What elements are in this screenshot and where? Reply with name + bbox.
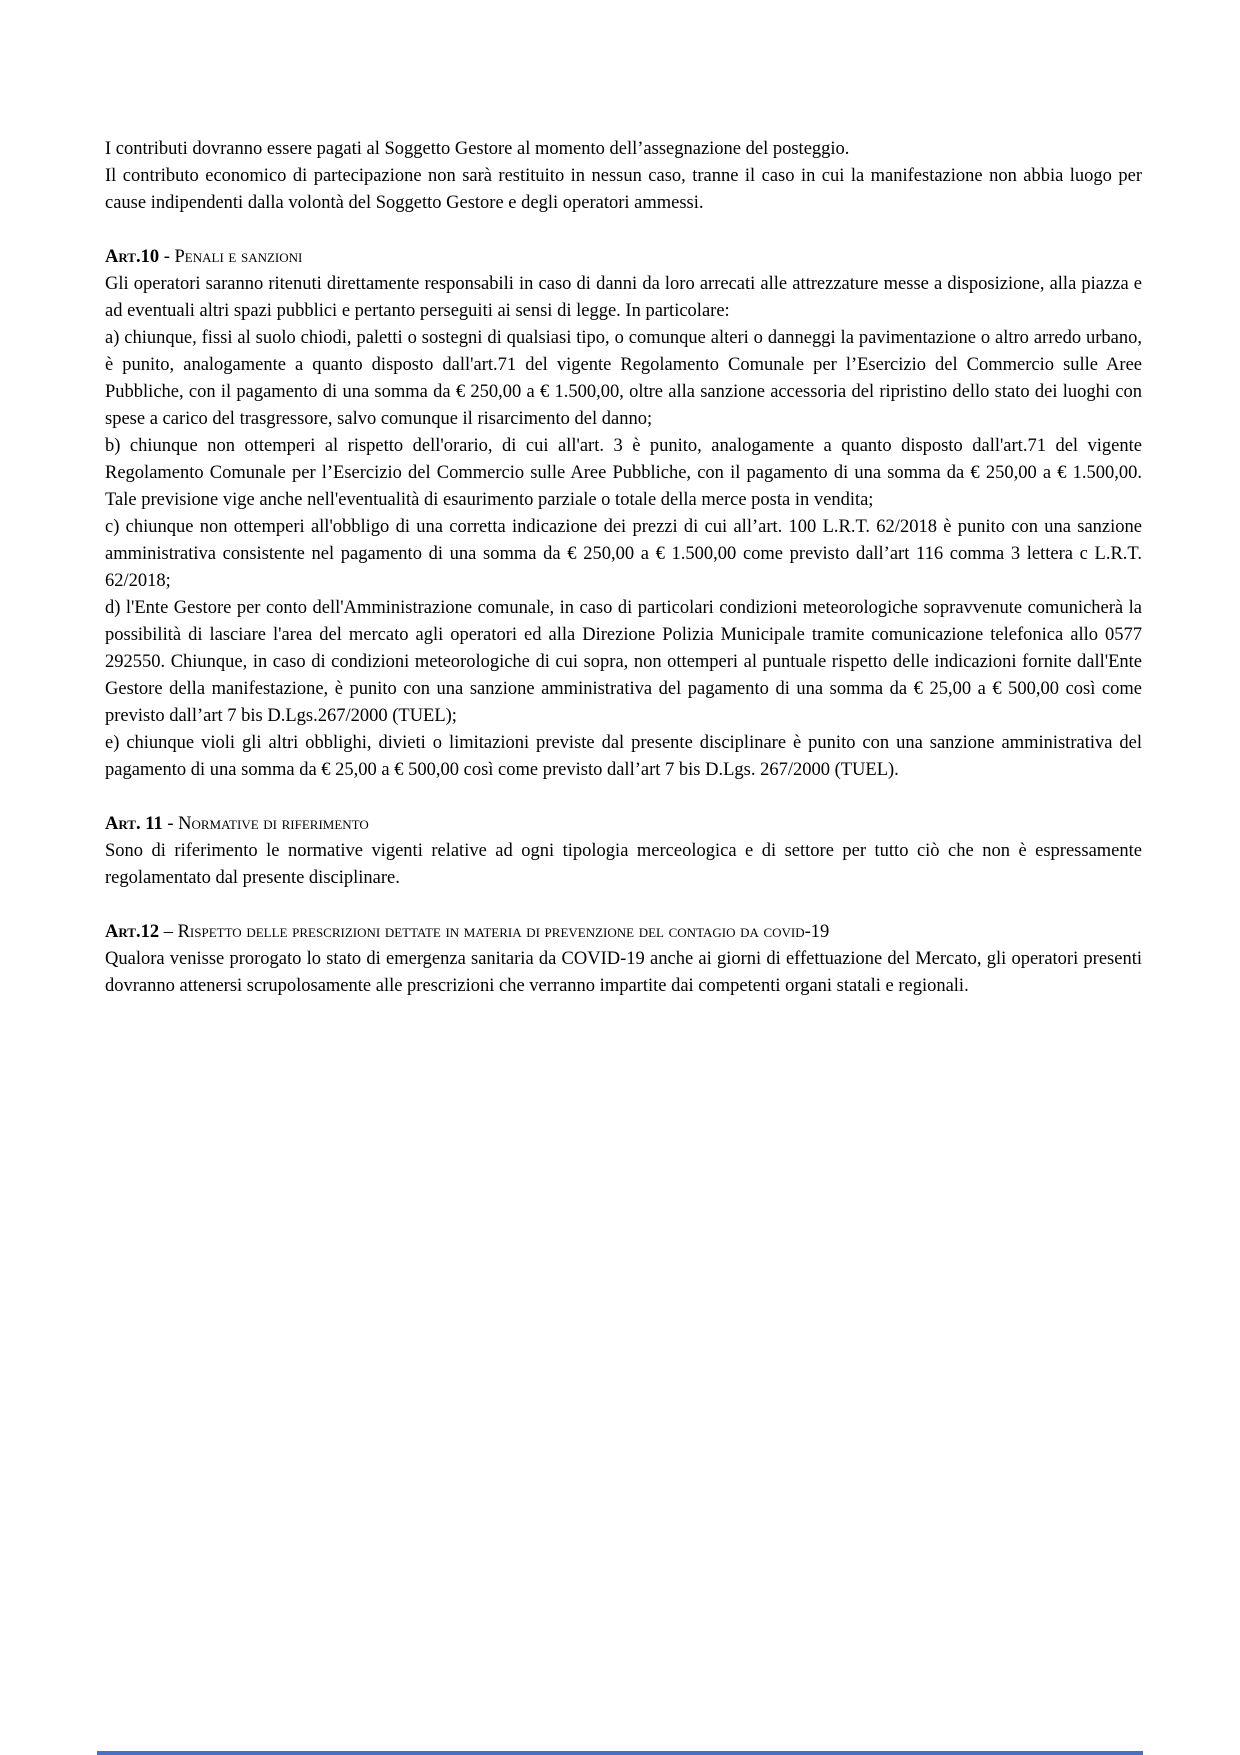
article-title: Normative di riferimento: [178, 814, 369, 834]
heading-separator: –: [163, 922, 173, 942]
article-12-heading: [105, 919, 1142, 946]
document-body: [105, 136, 1142, 1000]
heading-separator: -: [163, 247, 170, 267]
paragraph: Qualora venisse prorogato lo stato di emergenza sanitaria da COVID-19 anche ai giorni di effettuazione del Mercato, gli operatori presenti dovranno attenersi scrupolosamente alle prescrizioni che verranno impartite dai competenti organi statali e regionali.: [105, 949, 1142, 996]
article-number: Art.10: [105, 247, 160, 267]
paragraph: I contributi dovranno essere pagati al Soggetto Gestore al momento dell’assegnazione del posteggio.: [105, 139, 850, 159]
list-item-b: b) chiunque non ottemperi al rispetto dell'orario, di cui all'art. 3 è punito, analogamente a quanto disposto dall'art.71 del vigente Regolamento Comunale per l’Esercizio del Commercio sulle Aree Pubbliche, con il pagamento di una somma da € 250,00 a € 1.500,00. Tale previsione vige anche nell'eventualità di esaurimento parziale o totale della merce posta in vendita;: [105, 436, 1142, 510]
article-title: Penali e sanzioni: [174, 247, 303, 267]
article-title: Rispetto delle prescrizioni dettate in materia di prevenzione del contagio da covid-19: [177, 922, 830, 942]
page-bottom-rule: [97, 1751, 1143, 1755]
article-number: Art.12: [105, 922, 160, 942]
article-number: Art. 11: [105, 814, 163, 834]
list-item-e: e) chiunque violi gli altri obblighi, divieti o limitazioni previste dal presente disciplinare è punito con una sanzione amministrativa del pagamento di una somma da € 25,00 a € 500,00 così come previsto dall’art 7 bis D.Lgs. 267/2000 (TUEL).: [105, 733, 1142, 780]
paragraph: Il contributo economico di partecipazione non sarà restituito in nessun caso, tranne il caso in cui la manifestazione non abbia luogo per cause indipendenti dalla volontà del Soggetto Gestore e degli operatori ammessi.: [105, 166, 1142, 213]
paragraph: Sono di riferimento le normative vigenti relative ad ogni tipologia merceologica e di settore per tutto ciò che non è espressamente regolamentato dal presente disciplinare.: [105, 841, 1142, 888]
list-item-d: d) l'Ente Gestore per conto dell'Amministrazione comunale, in caso di particolari condizioni meteorologiche sopravvenute comunicherà la possibilità di lasciare l'area del mercato agli operatori ed alla Direzione Polizia Municipale tramite comunicazione telefonica allo 0577 292550. Chiunque, in caso di condizioni meteorologiche di cui sopra, non ottemperi al puntuale rispetto delle indicazioni fornite dall'Ente Gestore della manifestazione, è punito con una sanzione amministrativa del pagamento di una somma da € 25,00 a € 500,00 così come previsto dall’art 7 bis D.Lgs.267/2000 (TUEL);: [105, 598, 1142, 726]
list-item-c: c) chiunque non ottemperi all'obbligo di una corretta indicazione dei prezzi di cui all’art. 100 L.R.T. 62/2018 è punito con una sanzione amministrativa consistente nel pagamento di una somma da € 250,00 a € 1.500,00 come previsto dall’art 116 comma 3 lettera c L.R.T. 62/2018;: [105, 517, 1142, 591]
paragraph: Gli operatori saranno ritenuti direttamente responsabili in caso di danni da loro arrecati alle attrezzature messe a disposizione, alla piazza e ad eventuali altri spazi pubblici e pertanto perseguiti ai sensi di legge. In particolare:: [105, 274, 1142, 321]
article-10-heading: [105, 244, 1142, 271]
list-item-a: a) chiunque, fissi al suolo chiodi, paletti o sostegni di qualsiasi tipo, o comunque alteri o danneggi la pavimentazione o altro arredo urbano, è punito, analogamente a quanto disposto dall'art.71 del vigente Regolamento Comunale per l’Esercizio del Commercio sulle Aree Pubbliche, con il pagamento di una somma da € 250,00 a € 1.500,00, oltre alla sanzione accessoria del ripristino dello stato dei luoghi con spese a carico del trasgressore, salvo comunque il risarcimento del danno;: [105, 328, 1142, 429]
heading-separator: -: [167, 814, 174, 834]
article-11-heading: [105, 811, 1142, 838]
